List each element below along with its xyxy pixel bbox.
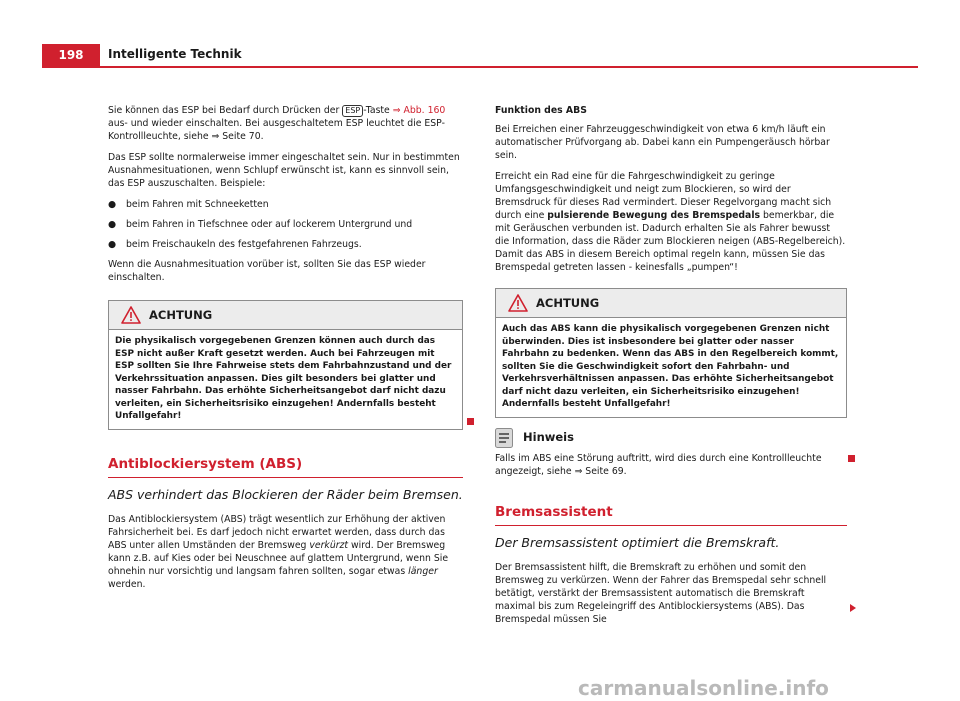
section-rule [495,525,847,526]
note-title: Hinweis [523,430,574,444]
warning-box-esp [108,300,463,430]
abs-function-heading: Funktion des ABS [495,105,587,116]
esp-normal-paragraph: Das ESP sollte normalerweise immer eingeschaltet sein. Nur in bestimmten Ausnahmesituationen, wenn Schlupf erwünscht ist, kann es sinnvoll sein, das ESP auszuschalten. Beispiele: [108,152,460,189]
note-icon [495,428,513,448]
continue-arrow-icon [850,604,856,612]
left-column [108,104,463,599]
esp-key-symbol: ESP [342,105,363,117]
warning-title: ACHTUNG [149,307,213,322]
warning-triangle-icon [508,294,528,312]
note-text: Falls im ABS eine Störung auftritt, wird dies durch eine Kontrollleuchte angezeigt, siehe ⇒ Seite 69. [495,452,822,477]
warning-text: Die physikalisch vorgegebenen Grenzen können auch durch das ESP nicht außer Kraft gesetzt werden. Auch bei Fahrzeugen mit ESP sollten Sie Ihre Fahrweise stets dem Fahrbahnzustand und der Verkehrssituation anpassen. Dies gilt besonders bei glatter und nasser Fahrbahn. Das erhöhte Sicherheitsangebot darf nicht dazu verleiten, ein Sicherheitsrisiko einzugehen! Andernfalls besteht Unfallgefahr! [115,336,452,421]
list-item: ● beim Fahren in Tiefschnee oder auf lockerem Untergrund und [108,219,413,230]
list-item: ● beim Fahren mit Schneeketten [108,199,269,210]
running-header-title: Intelligente Technik [108,47,242,61]
esp-switch-paragraph: Sie können das ESP bei Bedarf durch Drücken der ESP -Taste ⇒ Abb. 160 aus- und wieder einschalten. Bei ausgeschaltetem ESP leuchtet die ESP-Kontrollleuchte, siehe ⇒ Seite 70. [108,105,446,142]
warning-header [109,301,462,330]
section-end-marker [467,418,474,425]
warning-box-abs [495,288,847,418]
esp-reenable-paragraph: Wenn die Ausnahmesituation vorüber ist, sollten Sie das ESP wieder einschalten. [108,259,426,283]
bullet-icon: ● [108,239,117,250]
section-title-abs: Antiblockiersystem (ABS) [108,455,303,472]
figure-reference-link[interactable]: ⇒ Abb. 160 [392,105,446,116]
warning-triangle-icon [121,306,141,324]
section-rule [108,477,463,478]
brake-assist-paragraph: Der Bremsassistent hilft, die Bremskraft zu erhöhen und somit den Bremsweg zu verkürzen. Wenn der Fahrer das Bremspedal sehr schnell betätigt, verstärkt der Bremsassistent automatisch die Bremskraft maximal bis zum Regeleingriff des Antiblockiersystems (ABS). Das Bremspedal müssen Sie [495,561,827,625]
list-item: ● beim Freischaukeln des festgefahrenen Fahrzeugs. [108,239,362,250]
section-end-marker [848,455,855,462]
header-rule [42,66,918,68]
warning-text: Auch das ABS kann die physikalisch vorgegebenen Grenzen nicht überwinden. Dies ist insbesondere bei glatter oder nasser Fahrbahn zu bedenken. Wenn das ABS in den Regelbereich kommt, sollten Sie die Geschwindigkeit sofort den Fahrbahn- und Verkehrsverhältnissen anpassen. Das erhöhte Sicherheitsangebot darf nicht dazu verleiten, ein Sicherheitsrisiko einzugehen! Andernfalls besteht Unfallgefahr! [502,324,839,409]
section-subtitle-abs: ABS verhindert das Blockieren der Räder beim Bremsen. [108,486,463,502]
page-number: 198 [42,44,100,66]
watermark: carmanualsonline.info [578,676,829,700]
note-header [495,428,847,448]
warning-header [496,289,846,318]
abs-check-paragraph: Bei Erreichen einer Fahrzeuggeschwindigkeit von etwa 6 km/h läuft ein automatischer Prüfvorgang ab. Dabei kann ein Pumpengeräusch hörbar sein. [495,124,830,161]
bullet-icon: ● [108,219,117,230]
section-subtitle-brake-assist: Der Bremsassistent optimiert die Bremskraft. [495,534,780,550]
right-column [495,104,847,634]
abs-control-paragraph: Erreicht ein Rad eine für die Fahrgeschwindigkeit zu geringe Umfangsgeschwindigkeit und neigt zum Blockieren, so wird der Bremsdruck für dieses Rad vermindert. Dieser Regelvorgang macht sich durch eine pulsierende Bewegung des Bremspedals bemerkbar, die mit Geräuschen verbunden ist. Dadurch erhalten Sie als Fahrer bewusst die Information, dass die Räder zum Blockieren neigen (ABS-Regelbereich). Damit das ABS in diesem Bereich optimal regeln kann, müssen Sie das Bremspedal getreten lassen - keinesfalls „pumpen“! [495,171,846,273]
bullet-icon: ● [108,199,117,210]
section-title-brake-assist: Bremsassistent [495,503,613,520]
abs-intro-paragraph: Das Antiblockiersystem (ABS) trägt wesentlich zur Erhöhung der aktiven Fahrsicherheit bei. Es darf jedoch nicht erwartet werden, dass durch das ABS unter allen Umständen der Bremsweg verkürzt wird. Der Bremsweg kann z.B. auf Kies oder bei Neuschnee auf glattem Untergrund, wenn Sie ohnehin nur vorsichtig und langsam fahren sollten, sogar etwas länger werden. [108,513,449,590]
warning-title: ACHTUNG [536,295,600,310]
